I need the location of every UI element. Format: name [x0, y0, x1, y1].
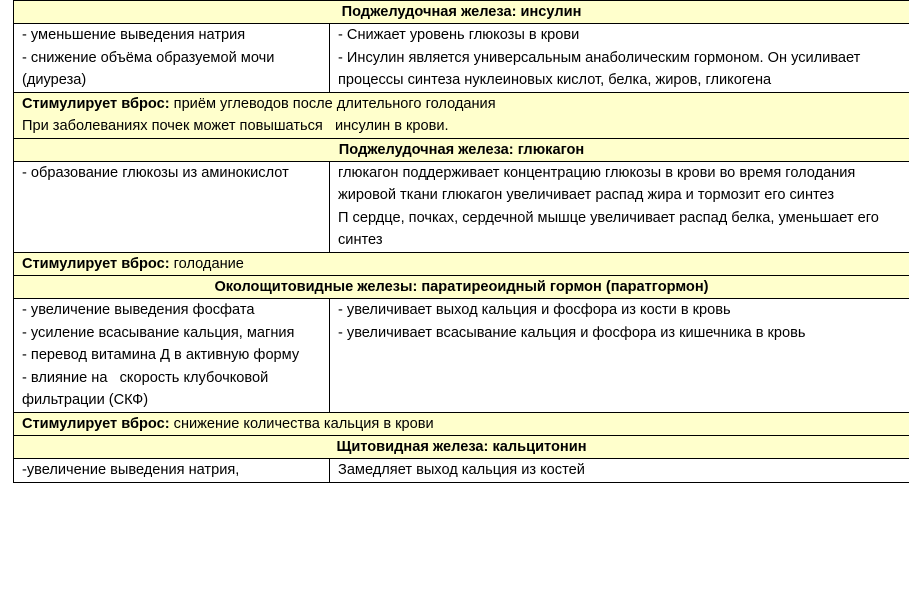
list-item: глюкагон поддерживает концентрацию глюкозы в крови во время голодания: [338, 164, 856, 181]
list-item: - перевод витамина Д в активную форму: [22, 347, 300, 363]
list-item: - Инсулин является универсальным анаболическим гормоном. Он усиливает процессы синтеза нуклеиновых кислот, белка, жиров, гликогена: [338, 49, 865, 88]
stimulus-line: [22, 253, 901, 276]
table-row: [14, 24, 910, 93]
table-row: [14, 299, 910, 413]
list-item: - увеличивает выход кальция и фосфора из кости в кровь: [338, 302, 731, 318]
hormone-table: [13, 0, 909, 483]
stimulus-label: Стимулирует вброс:: [22, 415, 170, 432]
stimulus-cell: [14, 252, 910, 276]
effects-cell-left: [14, 299, 330, 413]
stimulus-note: При заболеваниях почек может повышаться инсулин в крови.: [22, 118, 449, 134]
section-title: Околощитовидные железы: паратиреоидный гормон (паратгормон): [14, 276, 910, 299]
stimulus-cell: [14, 412, 910, 436]
list-item: - увеличивает всасывание кальция и фосфора из кишечника в кровь: [338, 324, 806, 341]
stimulus-line: [22, 93, 901, 116]
list-item: - усиление всасывание кальция, магния: [22, 324, 295, 341]
list-item: -увеличение выведения натрия,: [22, 462, 240, 478]
stimulus-cell: [14, 92, 910, 138]
stimulus-text: приём углеводов после длительного голодания: [169, 95, 496, 112]
effects-cell-left: [14, 24, 330, 93]
stimulus-row: [14, 252, 910, 276]
stimulus-row: [14, 412, 910, 436]
section-header-insulin: [14, 1, 910, 24]
table-row: [14, 161, 910, 252]
effects-cell-right: [330, 161, 910, 252]
section-header-calcitonin: [14, 436, 910, 459]
list-item: - увеличение выведения фосфата: [22, 302, 255, 318]
effects-cell-right: [330, 299, 910, 413]
list-item: жировой ткани глюкагон увеличивает распад жира и тормозит его синтез: [338, 187, 835, 203]
list-item: П сердце, почках, сердечной мышце увеличивает распад белка, уменьшает его синтез: [338, 209, 883, 248]
effects-cell-right: [330, 459, 910, 483]
effects-cell-left: [14, 459, 330, 483]
stimulus-row: [14, 92, 910, 138]
table-row: [14, 459, 910, 483]
list-item: - влияние на скорость клубочковой фильтрации (СКФ): [22, 369, 273, 408]
list-item: Замедляет выход кальция из костей: [338, 462, 585, 478]
stimulus-label: Стимулирует вброс:: [22, 255, 170, 272]
section-header-parathyroid: [14, 276, 910, 299]
effects-cell-right: [330, 24, 910, 93]
list-item: - Снижает уровень глюкозы в крови: [338, 27, 580, 43]
section-title: Щитовидная железа: кальцитонин: [14, 436, 910, 459]
list-item: - снижение объёма образуемой мочи (диуреза): [22, 49, 279, 88]
stimulus-text: голодание: [169, 255, 244, 272]
document-page: [13, 0, 909, 615]
list-item: - образование глюкозы из аминокислот: [22, 164, 289, 181]
section-title: Поджелудочная железа: глюкагон: [14, 138, 910, 161]
stimulus-label: Стимулирует вброс:: [22, 95, 170, 112]
list-item: - уменьшение выведения натрия: [22, 27, 246, 43]
stimulus-text: снижение количества кальция в крови: [169, 415, 434, 432]
effects-cell-left: [14, 161, 330, 252]
stimulus-line: [22, 413, 901, 436]
section-title: Поджелудочная железа: инсулин: [14, 1, 910, 24]
section-header-glucagon: [14, 138, 910, 161]
